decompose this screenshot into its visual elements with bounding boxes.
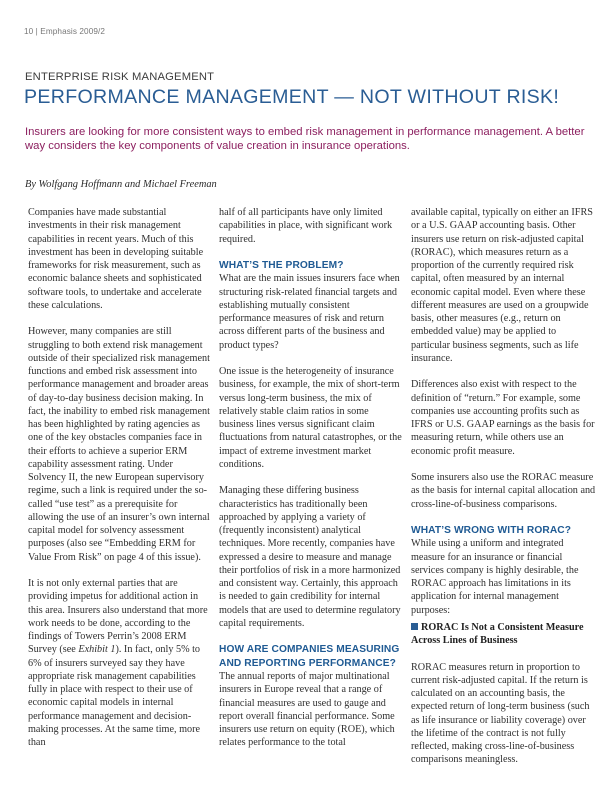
square-bullet-icon bbox=[411, 623, 418, 630]
paragraph: Differences also exist with respect to the definition of “return.” For example, some companies use accounting profits such as IFRS or U.S. GAAP earnings as the basis for measuring return, while others use an economic profit measure. bbox=[411, 379, 595, 457]
running-head: 10 | Emphasis 2009/2 bbox=[24, 27, 106, 36]
paragraph: However, many companies are still struggling to both extend risk management outside of their specialized risk management functions and embed risk assessment into performance management and broader areas of day-to-day business decision making. In fact, the inability to embed risk management has been highlighted by rating agencies as one of the key obstacles companies face in their efforts to achieve a superior ERM capability assessment rating. Under Solvency II, the new European supervisory regime, such a link is required under the so-called “use test” as a prerequisite for allowing the use of an insurer’s own internal capital model for solvency assessment purposes (also see “Embedding ERM for Value From Risk” on page 4 of this issue). bbox=[28, 326, 210, 563]
paragraph: Companies have made substantial investments in their risk management capabilities in recent years. Much of this investment has been in developing suitable frameworks for risk measurement, such as economic balance sheets and sophisticated software tools, to undertake and accelerate these calculations. bbox=[28, 207, 204, 311]
section-heading: WHAT’S THE PROBLEM? bbox=[219, 260, 344, 271]
section-heading: WHAT’S WRONG WITH RORAC? bbox=[411, 525, 572, 536]
paragraph: Some insurers also use the RORAC measure as the basis for internal capital allocation and cross-line-of-business comparisons. bbox=[411, 472, 596, 510]
bullet-subhead-text: RORAC Is Not a Consistent Measure Across Lines of Business bbox=[411, 621, 584, 647]
paragraph: One issue is the heterogeneity of insurance business, for example, the mix of short-term versus long-term business, the mix of relatively stable claim ratios in some business lines versus significant claim fluctuations from natural catastrophes, or the impact of extreme investment market conditions. bbox=[219, 366, 402, 470]
column-3 bbox=[411, 206, 597, 780]
paragraph: What are the main issues insurers face when structuring risk-related financial targets and establishing mutually consistent performance measures of risk and return across different parts of the business and product types? bbox=[219, 273, 400, 351]
paragraph-text: It is not only external parties that are providing impetus for additional action in this area. Insurers also understand that more work needs to be done, according to the findings of Towers Perrin’s 2008 ERM Survey (see bbox=[28, 578, 208, 656]
lead-paragraph: Insurers are looking for more consistent ways to embed risk management in performance management. A better way considers the key components of value creation in insurance operations. bbox=[25, 126, 585, 153]
paragraph: While using a uniform and integrated measure for an insurance or financial services company is highly desirable, the RORAC approach has limitations in its application for internal management purposes: bbox=[411, 538, 579, 616]
paragraph: half of all participants have only limited capabilities in place, with significant work required. bbox=[219, 207, 393, 245]
exhibit-reference[interactable]: Exhibit 1 bbox=[78, 644, 116, 656]
paragraph: The annual reports of major multinational insurers in Europe reveal that a range of financial measures are used to gauge and report overall financial performance. Some insurers use return on equity (ROE), which relates performance to the total bbox=[219, 671, 395, 749]
bullet-subhead bbox=[411, 621, 597, 648]
paragraph bbox=[28, 577, 211, 749]
article-title: PERFORMANCE MANAGEMENT — NOT WITHOUT RISK! bbox=[24, 86, 560, 108]
paragraph: Managing these differing business characteristics has traditionally been approached by applying a variety of (frequently inconsistent) analytical techniques. More recently, companies have expressed a desire to measure and manage their portfolios of risk in a more harmonized and consistent way. Certainly, this approach is needed to gain credibility for internal models that are used to determine regulatory capital requirements. bbox=[219, 485, 401, 629]
byline: By Wolfgang Hoffmann and Michael Freeman bbox=[25, 179, 217, 190]
paragraph: RORAC measures return in proportion to current risk-adjusted capital. If the return is calculated on an accounting basis, the expected return of long-term business (such as life insurance or liability coverage) over the lifetime of the contract is not fully reflected, making cross-line-of-business comparisons meaningless. bbox=[411, 661, 590, 766]
column-2 bbox=[219, 206, 402, 763]
paragraph-text: ). In fact, only 5% to 6% of insurers surveyed say they have appropriate risk management capabilities fully in place with respect to their use of economic capital models in internal performance management and decision-making processes. At the same time, more than bbox=[28, 644, 201, 748]
section-kicker: ENTERPRISE RISK MANAGEMENT bbox=[25, 71, 215, 83]
column-1 bbox=[28, 206, 211, 763]
paragraph: available capital, typically on either an IFRS or a U.S. GAAP accounting basis. Other insurers use return on risk-adjusted capital (RORAC), which measures return as a proportion of the currently required risk capital, often measured by an internal economic capital model. Even where these different measures are used on a groupwide basis, other measures (e.g., return on embedded value) may be applied to particular business segments, such as life insurance. bbox=[411, 207, 593, 364]
section-heading: HOW ARE COMPANIES MEASURING AND REPORTING PERFORMANCE? bbox=[219, 644, 400, 669]
